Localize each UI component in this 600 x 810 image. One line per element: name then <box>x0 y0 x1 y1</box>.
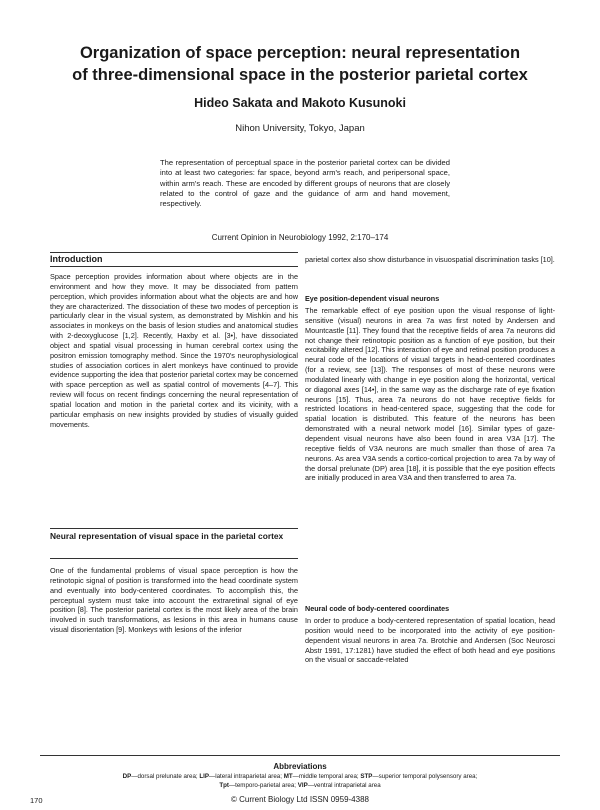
neural-code-heading: Neural code of body-centered coordinates <box>305 604 450 613</box>
section2-heading-rule-bottom <box>50 558 298 559</box>
journal-citation: Current Opinion in Neurobiology 1992, 2:170–174 <box>211 233 389 242</box>
intro-paragraph: Space perception provides information about where objects are in the environment and how they move. It may be dissociated from pattern perception, which provides information about what the objects are and how they are characterized. The dissociation of these two modes of perception is particularly clear in the visual system, as demonstrated by Mishkin and his associates in monkeys on the basis of lesion studies and anatomical studies with 2-deoxyglucose [1,2]. Recently, Haxby et al. [3•], have dissociated object and spatial visual processing in human cerebral cortex using the positron emission tomography method. Since the 1970's neurophysiological studies of association cortices in alert monkeys have continued to provide evidence supporting the idea that posterior parietal cortex may be concerned with space perception as well as spatial control of movements [4–7]. This review will focus on recent findings concerning the neural representation of spatial location and motion in the parietal cortex and its vicinity, with a particular emphasis on new insights provided by studies of visually guided movements. <box>50 272 298 429</box>
abbr-term: VIP <box>297 782 308 789</box>
page-number: 170 <box>30 796 43 805</box>
intro-text <box>50 272 298 430</box>
title-line-2: of three-dimensional space in the posterior parietal cortex <box>72 66 528 84</box>
eye-position-paragraph: The remarkable effect of eye position upon the visual response of light-sensitive (visual) neurons in area 7a was first noted by Andersen and Mountcastle [11]. They found that the receptive fields of area 7a neurons did not change their retinotopic position as a function of eye position, but their excitability altered [12]. This interaction of eye and retinal position produces a neural code of the locations of visual targets in head-centered coordinates (for a review, see [13]). The responses of most of these neurons were modulated linearly with change in eye position along the horizontal, vertical or diagonal axes [14•], in the same way as the discharge rate of eye fixation neurons [15]. Thus, area 7a neurons do not have receptive fields for restricted locations in head-centered space, suggesting that the code for spatial location is distributed. This feature of the neurons has been demonstrated with a neural network model [16]. Similar types of gaze-dependent visual neurons have also been found in area V3A [17]. The receptive fields of V3A neurons are much smaller than those of area 7a neurons. As area V3A sends a cortico-cortical projection to area 7a by way of the dorsal prelunate (DP) area [18], it is possible that the eye position effects are initially produced in area V3A and then transferred to area 7a. <box>305 306 555 483</box>
intro-heading-rule-top <box>50 252 298 253</box>
abbreviations-line-2 <box>40 781 560 790</box>
abbr-definition: —lateral intraparietal area; <box>209 773 282 780</box>
abbr-definition: —middle temporal area; <box>292 773 359 780</box>
abstract: The representation of perceptual space in the posterior parietal cortex can be divided into at least two categories: far space, beyond arm's reach, and peripersonal space, within arm's reach. These are encoded by different groups of neurons that are closely related to the control of gaze and the guidance of arm and hand movement, respectively. <box>160 158 450 209</box>
authors: Hideo Sakata and Makoto Kusunoki <box>194 96 406 110</box>
section2-heading: Neural representation of visual space in the parietal cortex <box>50 531 284 541</box>
continuation-paragraph: parietal cortex also show disturbance in visuospatial discrimination tasks [10]. <box>305 255 555 264</box>
eye-position-heading: Eye position-dependent visual neurons <box>305 294 440 303</box>
title-line-1: Organization of space perception: neural representation <box>79 44 521 62</box>
affiliation: Nihon University, Tokyo, Japan <box>235 123 365 134</box>
abbr-definition: —superior temporal polysensory area; <box>372 773 478 780</box>
article-title <box>40 42 560 86</box>
abbreviations-heading: Abbreviations <box>273 762 327 771</box>
abbr-definition: —temporo-parietal area; <box>228 782 297 789</box>
intro-heading-rule-bottom <box>50 266 298 267</box>
neural-code-paragraph: In order to produce a body-centered representation of spatial location, head position would need to be incorporated into the activity of eye position-dependent visual neurons in area 7a. Brotchie and Andersen (Soc Neurosci Abstr 1991, 17:1281) have studied the effect of both head and eye positions on the visual or saccade-related <box>305 616 555 665</box>
publisher-text: © Current Biology Ltd ISSN 0959-4388 <box>231 795 369 804</box>
abbr-definition: —ventral intraparietal area <box>307 782 381 789</box>
section2-text <box>50 566 298 635</box>
abbr-term: LIP <box>199 773 210 780</box>
abbr-term: Tpt <box>219 782 229 789</box>
neural-code-text <box>305 616 555 665</box>
abbr-term: STP <box>360 773 373 780</box>
publisher-line <box>0 795 600 804</box>
section2-paragraph: One of the fundamental problems of visual space perception is how the retinotopic signal of position is transformed into the head coordinate system and eventually into body-centered coordinates. To accomplish this, the perceptual system must take into account the extraretinal signal of eye position [8]. The posterior parietal cortex is the most likely area of the brain involved in such transformations, as lesions in this area in humans cause visual disorientation [9]. Monkeys with lesions of the inferior <box>50 566 298 635</box>
abbr-term: DP <box>122 773 132 780</box>
abbr-term: MT <box>283 773 293 780</box>
eye-position-text <box>305 306 555 483</box>
abbreviations-rule <box>40 755 560 756</box>
abbreviations-line-1 <box>40 772 560 781</box>
right-continuation <box>305 255 555 265</box>
intro-heading: Introduction <box>50 254 103 264</box>
section2-heading-rule-top <box>50 528 298 529</box>
abbr-definition: —dorsal prelunate area; <box>131 773 198 780</box>
